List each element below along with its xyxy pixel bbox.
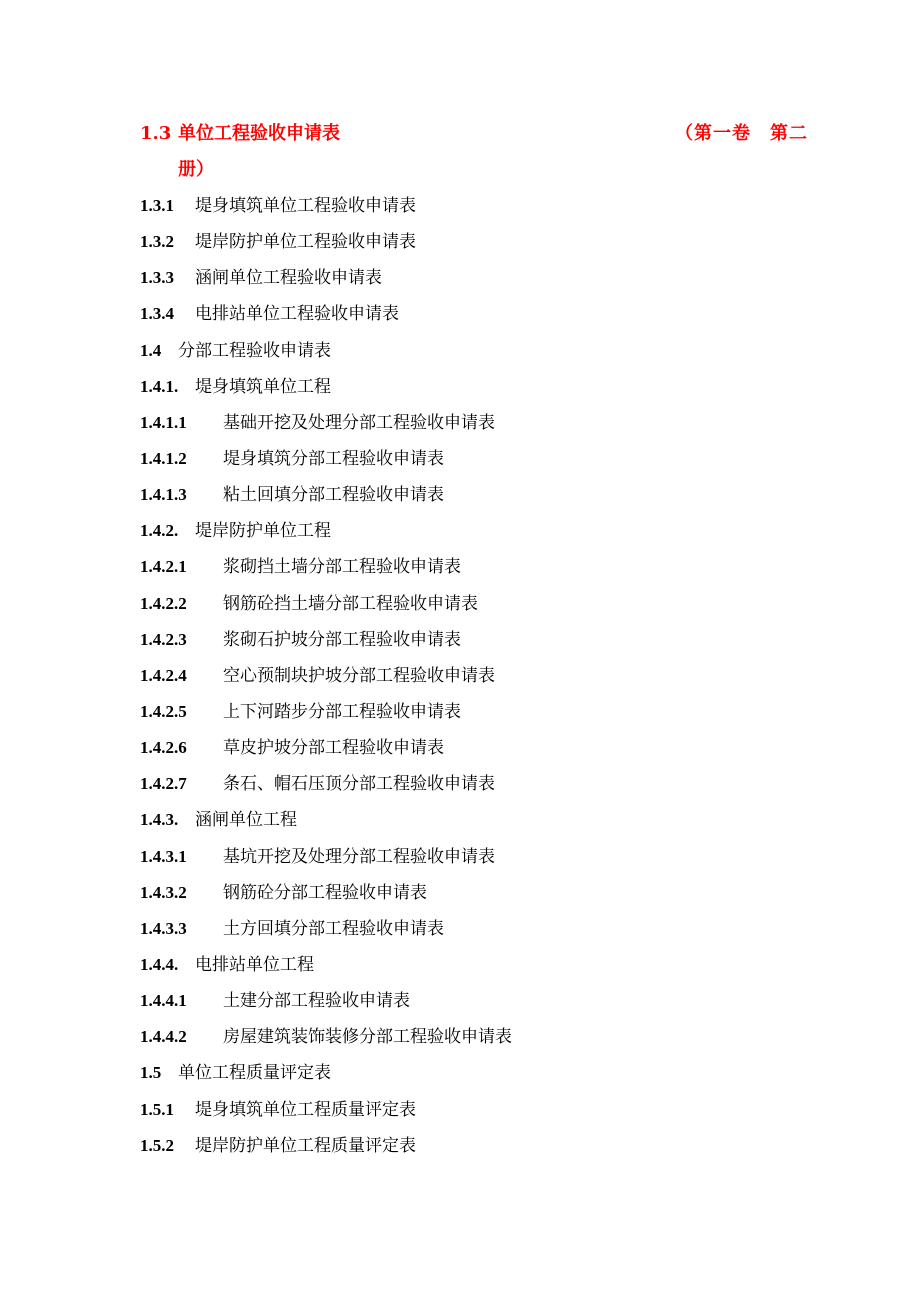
toc-entry-number: 1.4.2. [140, 521, 179, 541]
section-heading-volume: （第一卷 第二 [675, 123, 808, 144]
toc-entry-number: 1.4.3.1 [140, 846, 187, 866]
toc-entry-title: 堤岸防护单位工程验收申请表 [195, 232, 416, 253]
toc-entry-title: 基坑开挖及处理分部工程验收申请表 [223, 846, 495, 867]
toc-entry [140, 947, 840, 983]
toc-entry-title: 浆砌挡土墙分部工程验收申请表 [223, 557, 461, 578]
toc-entry [140, 1092, 840, 1128]
toc-entry-number: 1.4.2.3 [140, 629, 187, 649]
toc-entry-number: 1.3.3 [140, 268, 174, 288]
toc-entry [140, 658, 840, 694]
toc-entry-title: 草皮护坡分部工程验收申请表 [223, 738, 444, 759]
toc-entry [140, 513, 840, 549]
toc-entry [140, 875, 840, 911]
toc-entry [140, 694, 840, 730]
toc-entry [140, 1019, 840, 1055]
toc-entry-number: 1.4.1. [140, 376, 179, 396]
toc-entry-title: 钢筋砼分部工程验收申请表 [223, 882, 427, 903]
toc-entry [140, 260, 840, 296]
toc-entry-number: 1.4.3. [140, 810, 179, 830]
toc-entry-title: 分部工程验收申请表 [178, 340, 331, 361]
toc-entry-number: 1.4.4.2 [140, 1027, 187, 1047]
table-of-contents [140, 188, 840, 1164]
toc-entry-title: 基础开挖及处理分部工程验收申请表 [223, 412, 495, 433]
toc-entry-title: 空心预制块护坡分部工程验收申请表 [223, 665, 495, 686]
toc-entry-title: 上下河踏步分部工程验收申请表 [223, 701, 461, 722]
toc-entry-title: 电排站单位工程验收申请表 [195, 304, 399, 325]
toc-entry [140, 369, 840, 405]
toc-entry-title: 电排站单位工程 [195, 954, 314, 975]
toc-entry-title: 堤岸防护单位工程质量评定表 [195, 1135, 416, 1156]
toc-entry-title: 涵闸单位工程验收申请表 [195, 268, 382, 289]
toc-entry-title: 浆砌石护坡分部工程验收申请表 [223, 629, 461, 650]
toc-entry-number: 1.3.1 [140, 196, 174, 215]
toc-entry [140, 188, 840, 224]
toc-entry [140, 586, 840, 622]
toc-entry-title: 堤身填筑单位工程验收申请表 [195, 196, 416, 216]
toc-entry-number: 1.3.2 [140, 232, 174, 252]
toc-entry-title: 房屋建筑装饰装修分部工程验收申请表 [223, 1027, 512, 1048]
toc-entry-number: 1.4.2.5 [140, 701, 187, 721]
toc-entry-number: 1.4.2.7 [140, 774, 187, 794]
toc-entry-number: 1.4.1.3 [140, 485, 187, 505]
toc-entry [140, 911, 840, 947]
toc-entry [140, 224, 840, 260]
section-heading-volume-continued: 册） [178, 159, 214, 180]
toc-entry-number: 1.4.1.1 [140, 412, 187, 432]
toc-entry [140, 1055, 840, 1091]
section-heading-number: 1.3 [140, 123, 172, 144]
toc-entry-number: 1.4.2.4 [140, 665, 187, 685]
section-heading-row [140, 116, 812, 152]
toc-entry-title: 堤岸防护单位工程 [195, 521, 331, 542]
toc-entry [140, 1128, 840, 1164]
toc-entry [140, 549, 840, 585]
toc-entry-number: 1.4.1.2 [140, 448, 187, 468]
toc-entry-number: 1.4.3.2 [140, 882, 187, 902]
toc-entry [140, 405, 840, 441]
toc-entry [140, 477, 840, 513]
toc-entry [140, 333, 840, 369]
toc-entry-number: 1.5.2 [140, 1135, 174, 1155]
toc-entry-title: 钢筋砼挡土墙分部工程验收申请表 [223, 593, 478, 614]
toc-entry-title: 堤身填筑分部工程验收申请表 [223, 448, 444, 469]
toc-entry-number: 1.4.2.2 [140, 593, 187, 613]
toc-entry-number: 1.4.4. [140, 954, 179, 974]
toc-entry [140, 839, 840, 875]
toc-entry [140, 802, 840, 838]
toc-entry-title: 土建分部工程验收申请表 [223, 991, 410, 1012]
toc-entry [140, 730, 840, 766]
toc-entry-number: 1.5 [140, 1063, 162, 1083]
toc-entry-number: 1.4 [140, 340, 162, 360]
toc-entry-number: 1.4.3.3 [140, 918, 187, 938]
toc-entry-title: 条石、帽石压顶分部工程验收申请表 [223, 774, 495, 795]
toc-entry [140, 766, 840, 802]
toc-entry-title: 堤身填筑单位工程质量评定表 [195, 1099, 416, 1120]
toc-entry-number: 1.4.2.6 [140, 738, 187, 758]
toc-entry-number: 1.3.4 [140, 304, 174, 324]
toc-entry-number: 1.5.1 [140, 1099, 174, 1119]
toc-entry-title: 涵闸单位工程 [195, 810, 297, 831]
toc-entry [140, 622, 840, 658]
section-heading [140, 116, 812, 188]
toc-entry [140, 441, 840, 477]
toc-entry-number: 1.4.4.1 [140, 991, 187, 1011]
toc-entry [140, 983, 840, 1019]
toc-entry [140, 296, 840, 332]
toc-entry-number: 1.4.2.1 [140, 557, 187, 577]
toc-entry-title: 土方回填分部工程验收申请表 [223, 918, 444, 939]
toc-entry-title: 堤身填筑单位工程 [195, 376, 331, 397]
section-heading-title: 单位工程验收申请表 [178, 123, 340, 144]
toc-entry-title: 粘土回填分部工程验收申请表 [223, 485, 444, 506]
toc-entry-title: 单位工程质量评定表 [178, 1063, 331, 1084]
